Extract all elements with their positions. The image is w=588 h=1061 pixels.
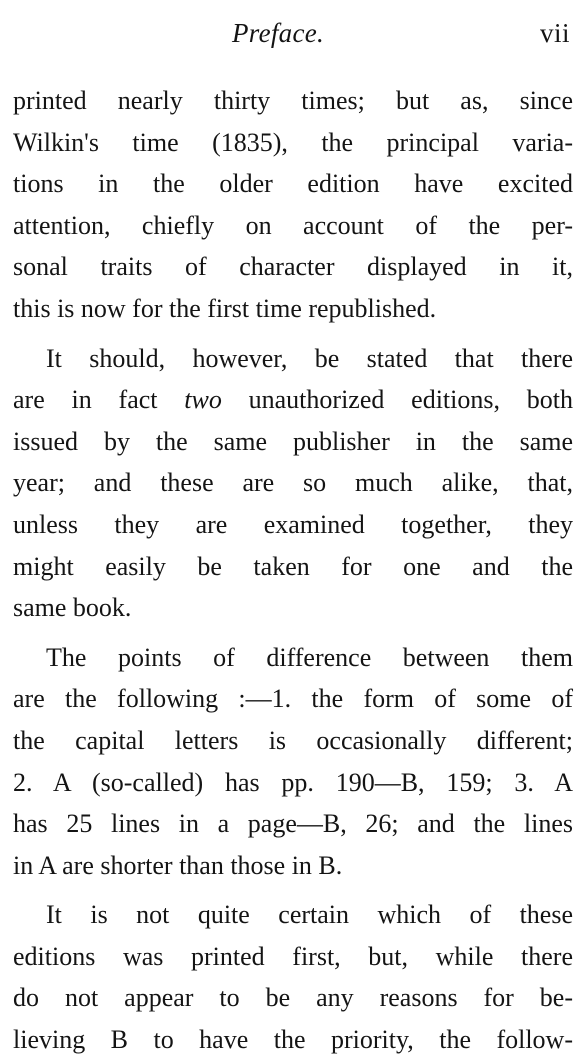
running-head: Preface.	[232, 18, 325, 48]
text-line: the capital letters is occasionally different;	[13, 725, 573, 755]
text-line: unless they are examined together, they	[13, 509, 573, 539]
text-line: attention, chiefly on account of the per-	[13, 210, 573, 240]
text-line: It should, however, be stated that there	[46, 343, 573, 373]
text-line: same book.	[13, 593, 132, 623]
text-line: are in fact two unauthorized editions, both	[13, 385, 573, 415]
text-line: 2. A (so-called) has pp. 190—B, 159; 3. A	[13, 767, 573, 797]
text-line: tions in the older edition have excited	[13, 169, 573, 199]
emphasis: two	[184, 385, 222, 415]
text-line: editions was printed first, but, while there	[13, 941, 573, 971]
paragraph	[13, 80, 573, 330]
text-line: do not appear to be any reasons for be-	[13, 983, 573, 1013]
text-line: in A are shorter than those in B.	[13, 850, 343, 880]
paragraph	[13, 338, 573, 629]
page-number: vii	[539, 18, 570, 48]
body-text	[13, 80, 573, 1061]
page-header	[0, 14, 588, 54]
text-line: printed nearly thirty times; but as, since	[13, 86, 573, 115]
text-line: year; and these are so much alike, that,	[13, 468, 573, 498]
text-line: It is not quite certain which of these	[46, 900, 573, 930]
text-line: are the following :—1. the form of some of	[13, 684, 573, 714]
text-line: Wilkin's time (1835), the principal varia-	[13, 127, 573, 157]
text-line: lieving B to have the priority, the follow-	[13, 1025, 573, 1055]
text-line: has 25 lines in a page—B, 26; and the lines	[13, 809, 573, 839]
text-line: issued by the same publisher in the same	[13, 426, 573, 456]
text-line: The points of difference between them	[46, 642, 573, 672]
paragraph	[13, 637, 573, 887]
text-line: sonal traits of character displayed in it,	[13, 252, 573, 282]
text-line: this is now for the first time republished.	[13, 293, 437, 323]
text-line: might easily be taken for one and the	[13, 551, 573, 581]
